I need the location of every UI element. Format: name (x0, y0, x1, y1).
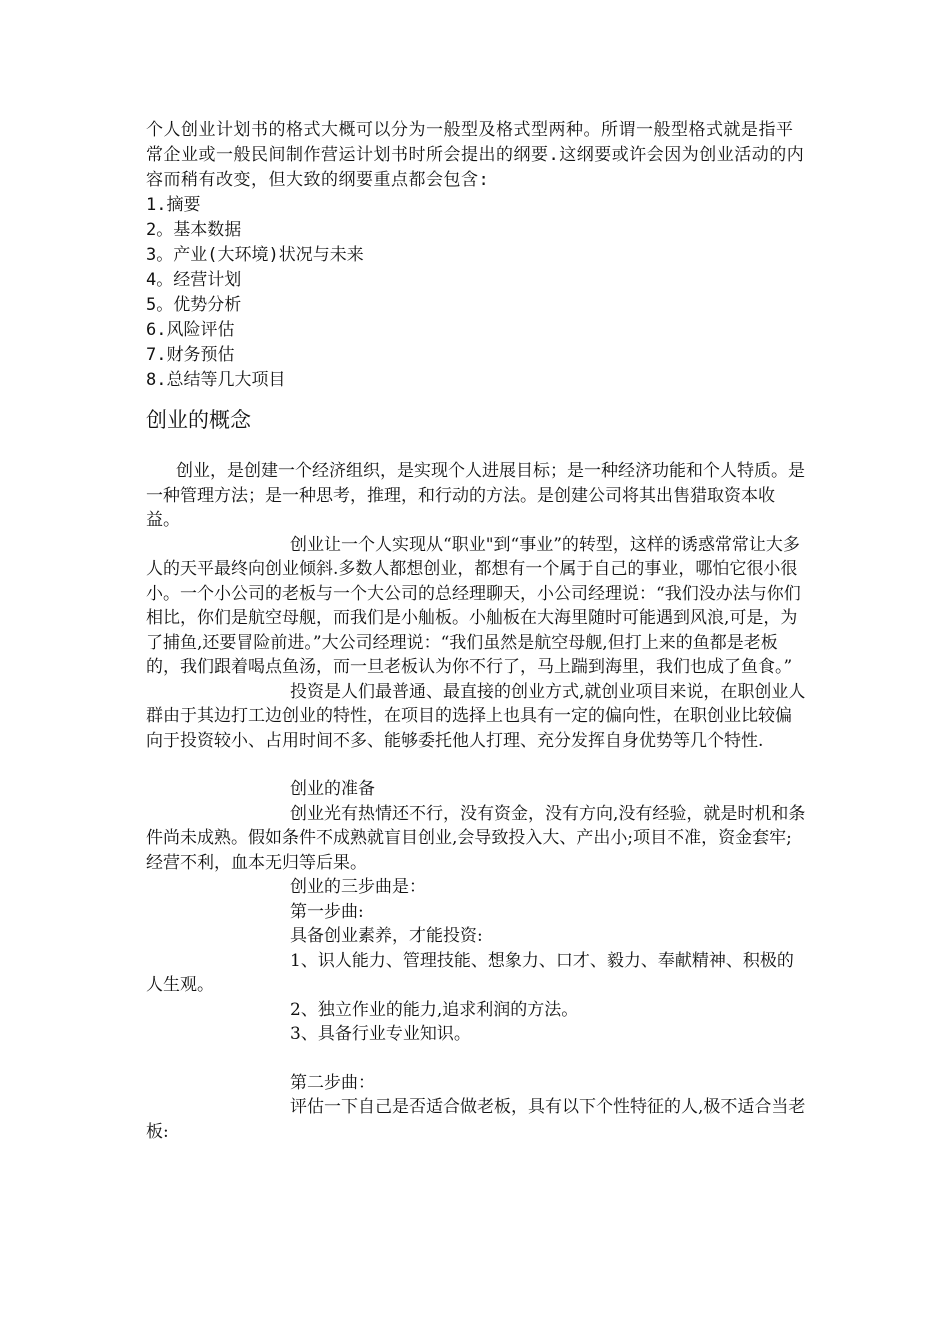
step-one-intro: 具备创业素养，才能投资: (290, 926, 483, 946)
spacer (146, 1047, 806, 1071)
transformation-paragraph: 创业让一个人实现从“职业"到“事业”的转型，这样的诱惑常常让大多人的天平最终向创业倾斜.多数人都想创业，都想有一个属于自己的事业，哪怕它很小很小。一个小公司的老板与一个大公司的总经理聊天，小公司经理说：“我们没办法与你们相比，你们是航空母舰，而我们是小舢板。小舢板在大海里随时可能遇到风浪,可是，为了捕鱼,还要冒险前进。”大公司经理说：“我们虽然是航空母舰,但打上来的鱼都是老板的，我们跟着喝点鱼汤，而一旦老板认为你不行了，马上踹到海里，我们也成了鱼食。” (146, 534, 801, 677)
outline-list (146, 193, 806, 393)
three-steps-title: 创业的三步曲是： (290, 877, 426, 897)
step-one-item: 2、独立作业的能力,追求利润的方法。 (290, 999, 579, 1020)
investment-paragraph: 投资是人们最普通、最直接的创业方式,就创业项目来说，在职创业人群由于其边打工边创业的特性，在项目的选择上也具有一定的偏向性，在职创业比较偏向于投资较小、占用时间不多、能够委托他人打理、充分发挥自身优势等几个特性. (146, 681, 806, 751)
preparation-paragraph: 创业光有热情还不行，没有资金，没有方向,没有经验，就是时机和条件尚未成熟。假如条件不成熟就盲目创业,会导致投入大、产出小;项目不准，资金套牢;经营不利，血本无归等后果。 (146, 803, 806, 873)
step-one-title: 第一步曲: (290, 901, 364, 922)
list-item: 7.财务预估 (146, 345, 235, 365)
list-item: 8.总结等几大项目 (146, 370, 286, 390)
list-item: 5。优势分析 (146, 295, 242, 315)
list-item: 2。基本数据 (146, 220, 242, 240)
list-item: 4。经营计划 (146, 270, 242, 290)
concept-paragraph: 创业，是创建一个经济组织，是实现个人进展目标；是一种经济功能和个人特质。是一种管理方法；是一种思考，推理，和行动的方法。是创建公司将其出售猎取资本收益。 (146, 461, 805, 530)
preparation-title: 创业的准备 (290, 779, 375, 799)
step-one-item: 1、识人能力、管理技能、想象力、口才、毅力、奉献精神、积极的人生观。 (146, 950, 794, 995)
list-item: 6.风险评估 (146, 320, 235, 340)
step-two-title: 第二步曲： (290, 1072, 375, 1093)
intro-paragraph: 个人创业计划书的格式大概可以分为一般型及格式型两种。所谓一般型格式就是指平常企业或一般民间制作营运计划书时所会提出的纲要.这纲要或许会因为创业活动的内容而稍有改变，但大致的纲要重点都会包含: (146, 120, 805, 190)
step-one-item: 3、具备行业专业知识。 (290, 1024, 471, 1044)
document-page (146, 118, 806, 1144)
step-two-paragraph: 评估一下自己是否适合做老板，具有以下个性特征的人,极不适合当老板: (146, 1097, 806, 1142)
list-item: 1.摘要 (146, 195, 201, 215)
list-item: 3。产业(大环境)状况与未来 (146, 245, 364, 265)
spacer (146, 753, 806, 777)
section-heading: 创业的概念 (146, 408, 251, 432)
